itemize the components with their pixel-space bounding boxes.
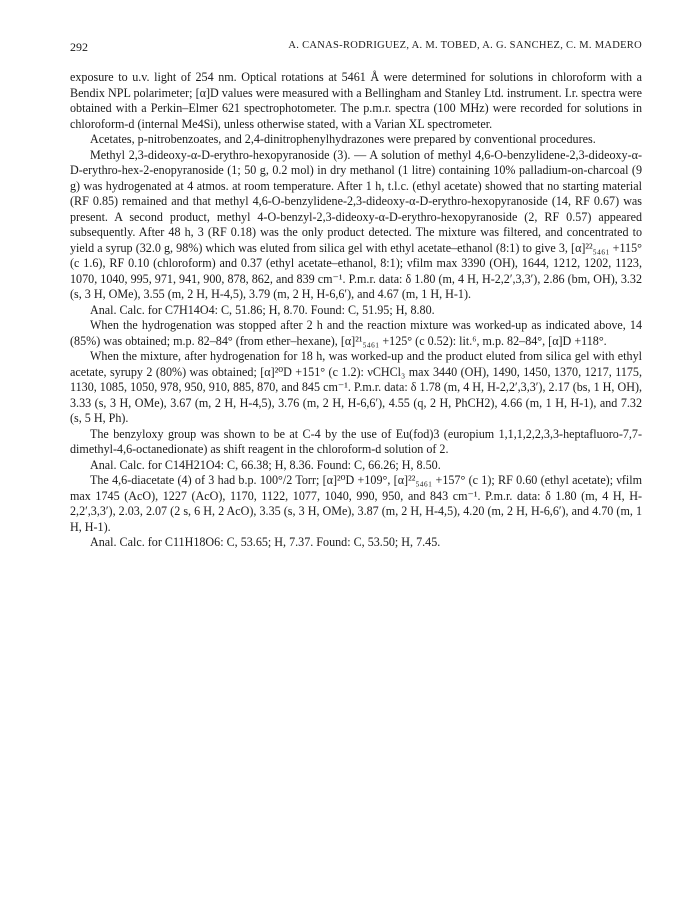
journal-page bbox=[70, 40, 642, 551]
page-header bbox=[70, 40, 642, 58]
paragraph-derivatives: Acetates, p-nitrobenzoates, and 2,4-dinitrophenylhydrazones were prepared by conventional procedures. bbox=[90, 132, 596, 146]
paragraph-compound-14: When the hydrogenation was stopped after 2 h and the reaction mixture was worked-up as indicated above, 14 (85%) was obtained; m.p. 82–84° (from ether–hexane), [α]²¹₅₄₆₁ +125° (c 0.52): lit.⁶, m.p. 82–84°, [α]D +118°. bbox=[70, 318, 642, 348]
analysis-compound-3: Anal. Calc. for C7H14O4: C, 51.86; H, 8.70. Found: C, 51.95; H, 8.80. bbox=[90, 302, 435, 317]
paragraph-methods: exposure to u.v. light of 254 nm. Optical rotations at 5461 Å were determined for solutions in chloroform with a Bendix NPL polarimeter; [α]D values were measured with a Bellingham and Stanley Ltd. instrument. I.r. spectra were obtained with a Perkin–Elmer 621 spectrophotometer. The p.m.r. spectra (100 MHz) were recorded for solutions in chloroform-d (internal Me4Si), unless otherwise stated, with a Varian XL spectrometer. bbox=[70, 70, 642, 131]
paragraph-compound-2: When the mixture, after hydrogenation for 18 h, was worked-up and the product eluted from silica gel with ethyl acetate, syrupy 2 (80%) was obtained; [α]²⁰D +151° (c 1.2): νCHCl₃ max 3440 (OH), 1490, 1450, 1370, 1217, 1175, 1130, 1085, 1050, 978, 950, 910, 885, 870, and 845 cm⁻¹. P.m.r. data: δ 1.78 (m, 4 H, H-2,2′,3,3′), 2.17 (bs, 1 H, OH), 3.33 (s, 3 H, OMe), 3.67 (m, 2 H, H-4,5), 3.76 (m, 2 H, H-6,6′), 4.55 (q, 2 H, PhCH2), 4.66 (m, 1 H, H-1), and 7.32 (s, 5 H, Ph). bbox=[70, 349, 642, 425]
analysis-compound-4: Anal. Calc. for C11H18O6: C, 53.65; H, 7.37. Found: C, 53.50; H, 7.45. bbox=[90, 535, 441, 549]
paragraph-compound-3: Methyl 2,3-dideoxy-α-D-erythro-hexopyranoside (3). — A solution of methyl 4,6-O-benzylidene-2,3-dideoxy-α-D-erythro-hex-2-enopyranoside (1; 50 g, 0.2 mol) in dry methanol (1 litre) containing 10% palladium-on-charcoal (9 g) was hydrogenated at 4 atmos. at room temperature. After 1 h, t.l.c. (ethyl acetate) showed that no starting material (RF 0.85) remained and that methyl 4,6-O-benzylidene-2,3-dideoxy-α-D-erythro-hexopyranoside (14, RF 0.67) was present. A second product, methyl 4-O-benzyl-2,3-dideoxy-α-D-erythro-hexopyranoside (2, RF 0.57) appeared subsequently. After 48 h, 3 (RF 0.18) was the only product detected. The mixture was filtered, and concentrated to yield a syrup (32.0 g, 98%) which was eluted from silica gel with ethyl acetate–ethanol (8:1) to give 3, [α]²²₅₄₆₁ +115° (c 1.6), RF 0.10 (chloroform) and 0.37 (ethyl acetate–ethanol, 8:1); νfilm max 3390 (OH), 1644, 1212, 1202, 1123, 1070, 1040, 995, 971, 941, 900, 878, 862, and 839 cm⁻¹. P.m.r. data: δ 1.80 (m, 4 H, H-2,2′,3,3′), 2.86 (bm, OH), 3.32 (s, 3 H, OMe), 3.55 (m, 2 H, H-4,5), 3.79 (m, 2 H, H-6,6′), and 4.67 (m, 1 H, H-1). bbox=[70, 147, 642, 301]
running-head: A. CANAS-RODRIGUEZ, A. M. TOBED, A. G. SANCHEZ, C. M. MADERO bbox=[288, 40, 642, 51]
paragraph-benzyloxy: The benzyloxy group was shown to be at C-4 by the use of Eu(fod)3 (europium 1,1,1,2,2,3,3-heptafluoro-7,7-dimethyl-4,6-octanedionate) as shift reagent in the chloroform-d solution of 2. bbox=[70, 426, 642, 456]
article-body bbox=[70, 70, 642, 551]
page-number: 292 bbox=[70, 40, 88, 54]
paragraph-diacetate-4: The 4,6-diacetate (4) of 3 had b.p. 100°/2 Torr; [α]²⁰D +109°, [α]²²₅₄₆₁ +157° (c 1); RF 0.60 (ethyl acetate); νfilm max 1745 (AcO), 1227 (AcO), 1170, 1122, 1077, 1040, 990, 950, and 843 cm⁻¹. P.m.r. data: δ 1.80 (m, 4 H, H-2,2′,3,3′), 2.03, 2.07 (2 s, 6 H, 2 AcO), 3.35 (s, 3 H, OMe), 3.87 (m, 2 H, H-4,5), 4.20 (m, 2 H, H-6,6′), and 4.70 (m, 1 H, H-1). bbox=[70, 473, 642, 534]
analysis-compound-2: Anal. Calc. for C14H21O4: C, 66.38; H, 8.36. Found: C, 66.26; H, 8.50. bbox=[90, 457, 441, 472]
